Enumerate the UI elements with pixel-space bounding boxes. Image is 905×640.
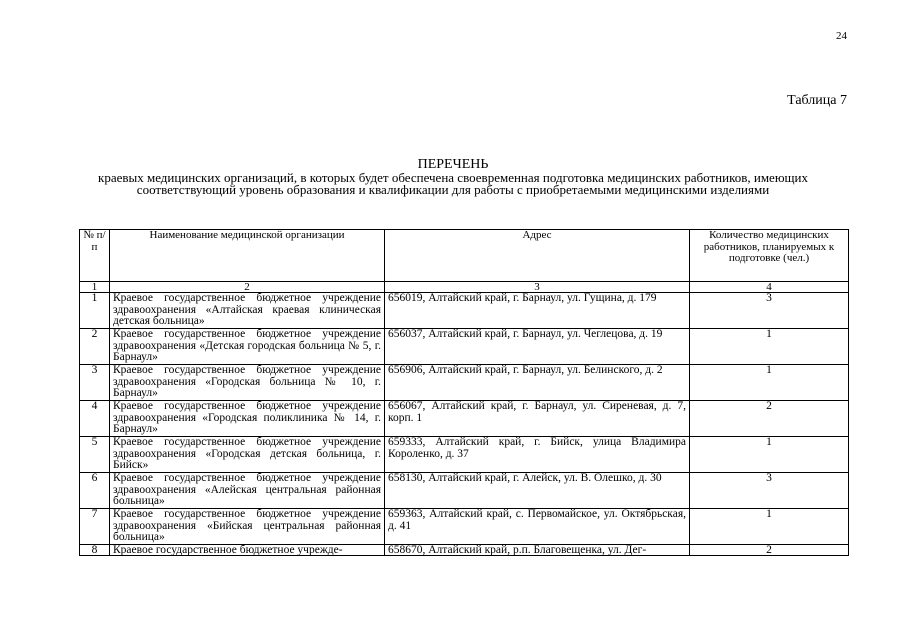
organization-address: 659363, Алтайский край, с. Первомайское, ул. Октябрьская, д. 41 [385, 509, 690, 545]
organization-name: Краевое государственное бюджетное учреждение здравоохранения «Алтайская краевая клиническая детская больница» [110, 293, 385, 329]
table-row [80, 365, 849, 401]
document-title [68, 158, 838, 196]
table-row [80, 329, 849, 365]
organization-address: 656067, Алтайский край, г. Барнаул, ул. Сиреневая, д. 7, корп. 1 [385, 401, 690, 437]
row-number: 3 [80, 365, 110, 401]
organization-address: 656037, Алтайский край, г. Барнаул, ул. Чеглецова, д. 19 [385, 329, 690, 365]
row-number: 7 [80, 509, 110, 545]
column-number: 4 [690, 282, 849, 293]
table-row [80, 401, 849, 437]
column-number: 1 [80, 282, 110, 293]
header-name: Наименование медицинской организации [110, 230, 385, 282]
row-number: 8 [80, 545, 110, 556]
organization-name: Краевое государственное бюджетное учреждение здравоохранения «Бийская центральная районная больница» [110, 509, 385, 545]
title-subheading: краевых медицинских организаций, в которых будет обеспечена своевременная подготовка медицинских работников, имеющих соответствующий уровень образования и квалификации для работы с приобретаемыми медицинскими изделиями [98, 170, 808, 197]
column-number: 2 [110, 282, 385, 293]
column-number: 3 [385, 282, 690, 293]
staff-count: 1 [690, 365, 849, 401]
organization-name: Краевое государственное бюджетное учреждение здравоохранения «Городская больница № 10, г. Барнаул» [110, 365, 385, 401]
organization-address: 658670, Алтайский край, р.п. Благовещенка, ул. Дег- [385, 545, 690, 556]
staff-count: 1 [690, 437, 849, 473]
page-number: 24 [836, 30, 847, 42]
table-row [80, 293, 849, 329]
header-num: № п/п [80, 230, 110, 282]
staff-count: 3 [690, 293, 849, 329]
title-heading: ПЕРЕЧЕНЬ [417, 157, 489, 172]
organization-name: Краевое государственное бюджетное учреждение здравоохранения «Детская городская больница № 5, г. Барнаул» [110, 329, 385, 365]
organization-address: 656906, Алтайский край, г. Барнаул, ул. Белинского, д. 2 [385, 365, 690, 401]
organization-address: 658130, Алтайский край, г. Алейск, ул. В. Олешко, д. 30 [385, 473, 690, 509]
table-row [80, 545, 849, 556]
organization-name: Краевое государственное бюджетное учрежде- [110, 545, 385, 556]
staff-count: 2 [690, 401, 849, 437]
table-row [80, 473, 849, 509]
header-address: Адрес [385, 230, 690, 282]
column-numbers-row [80, 282, 849, 293]
organizations-table [79, 229, 849, 556]
row-number: 4 [80, 401, 110, 437]
organization-name: Краевое государственное бюджетное учреждение здравоохранения «Городская детская больница, г. Бийск» [110, 437, 385, 473]
organization-address: 656019, Алтайский край, г. Барнаул, ул. Гущина, д. 179 [385, 293, 690, 329]
table-label: Таблица 7 [787, 93, 847, 108]
organization-name: Краевое государственное бюджетное учреждение здравоохранения «Алейская центральная районная больница» [110, 473, 385, 509]
table-header-row [80, 230, 849, 282]
table-row [80, 509, 849, 545]
organization-address: 659333, Алтайский край, г. Бийск, улица Владимира Короленко, д. 37 [385, 437, 690, 473]
staff-count: 2 [690, 545, 849, 556]
staff-count: 3 [690, 473, 849, 509]
row-number: 6 [80, 473, 110, 509]
staff-count: 1 [690, 509, 849, 545]
row-number: 5 [80, 437, 110, 473]
table-row [80, 437, 849, 473]
row-number: 2 [80, 329, 110, 365]
staff-count: 1 [690, 329, 849, 365]
organization-name: Краевое государственное бюджетное учреждение здравоохранения «Городская поликлиника № 14, г. Барнаул» [110, 401, 385, 437]
header-count: Количество медицинских работников, планируемых к подготовке (чел.) [690, 230, 849, 282]
row-number: 1 [80, 293, 110, 329]
